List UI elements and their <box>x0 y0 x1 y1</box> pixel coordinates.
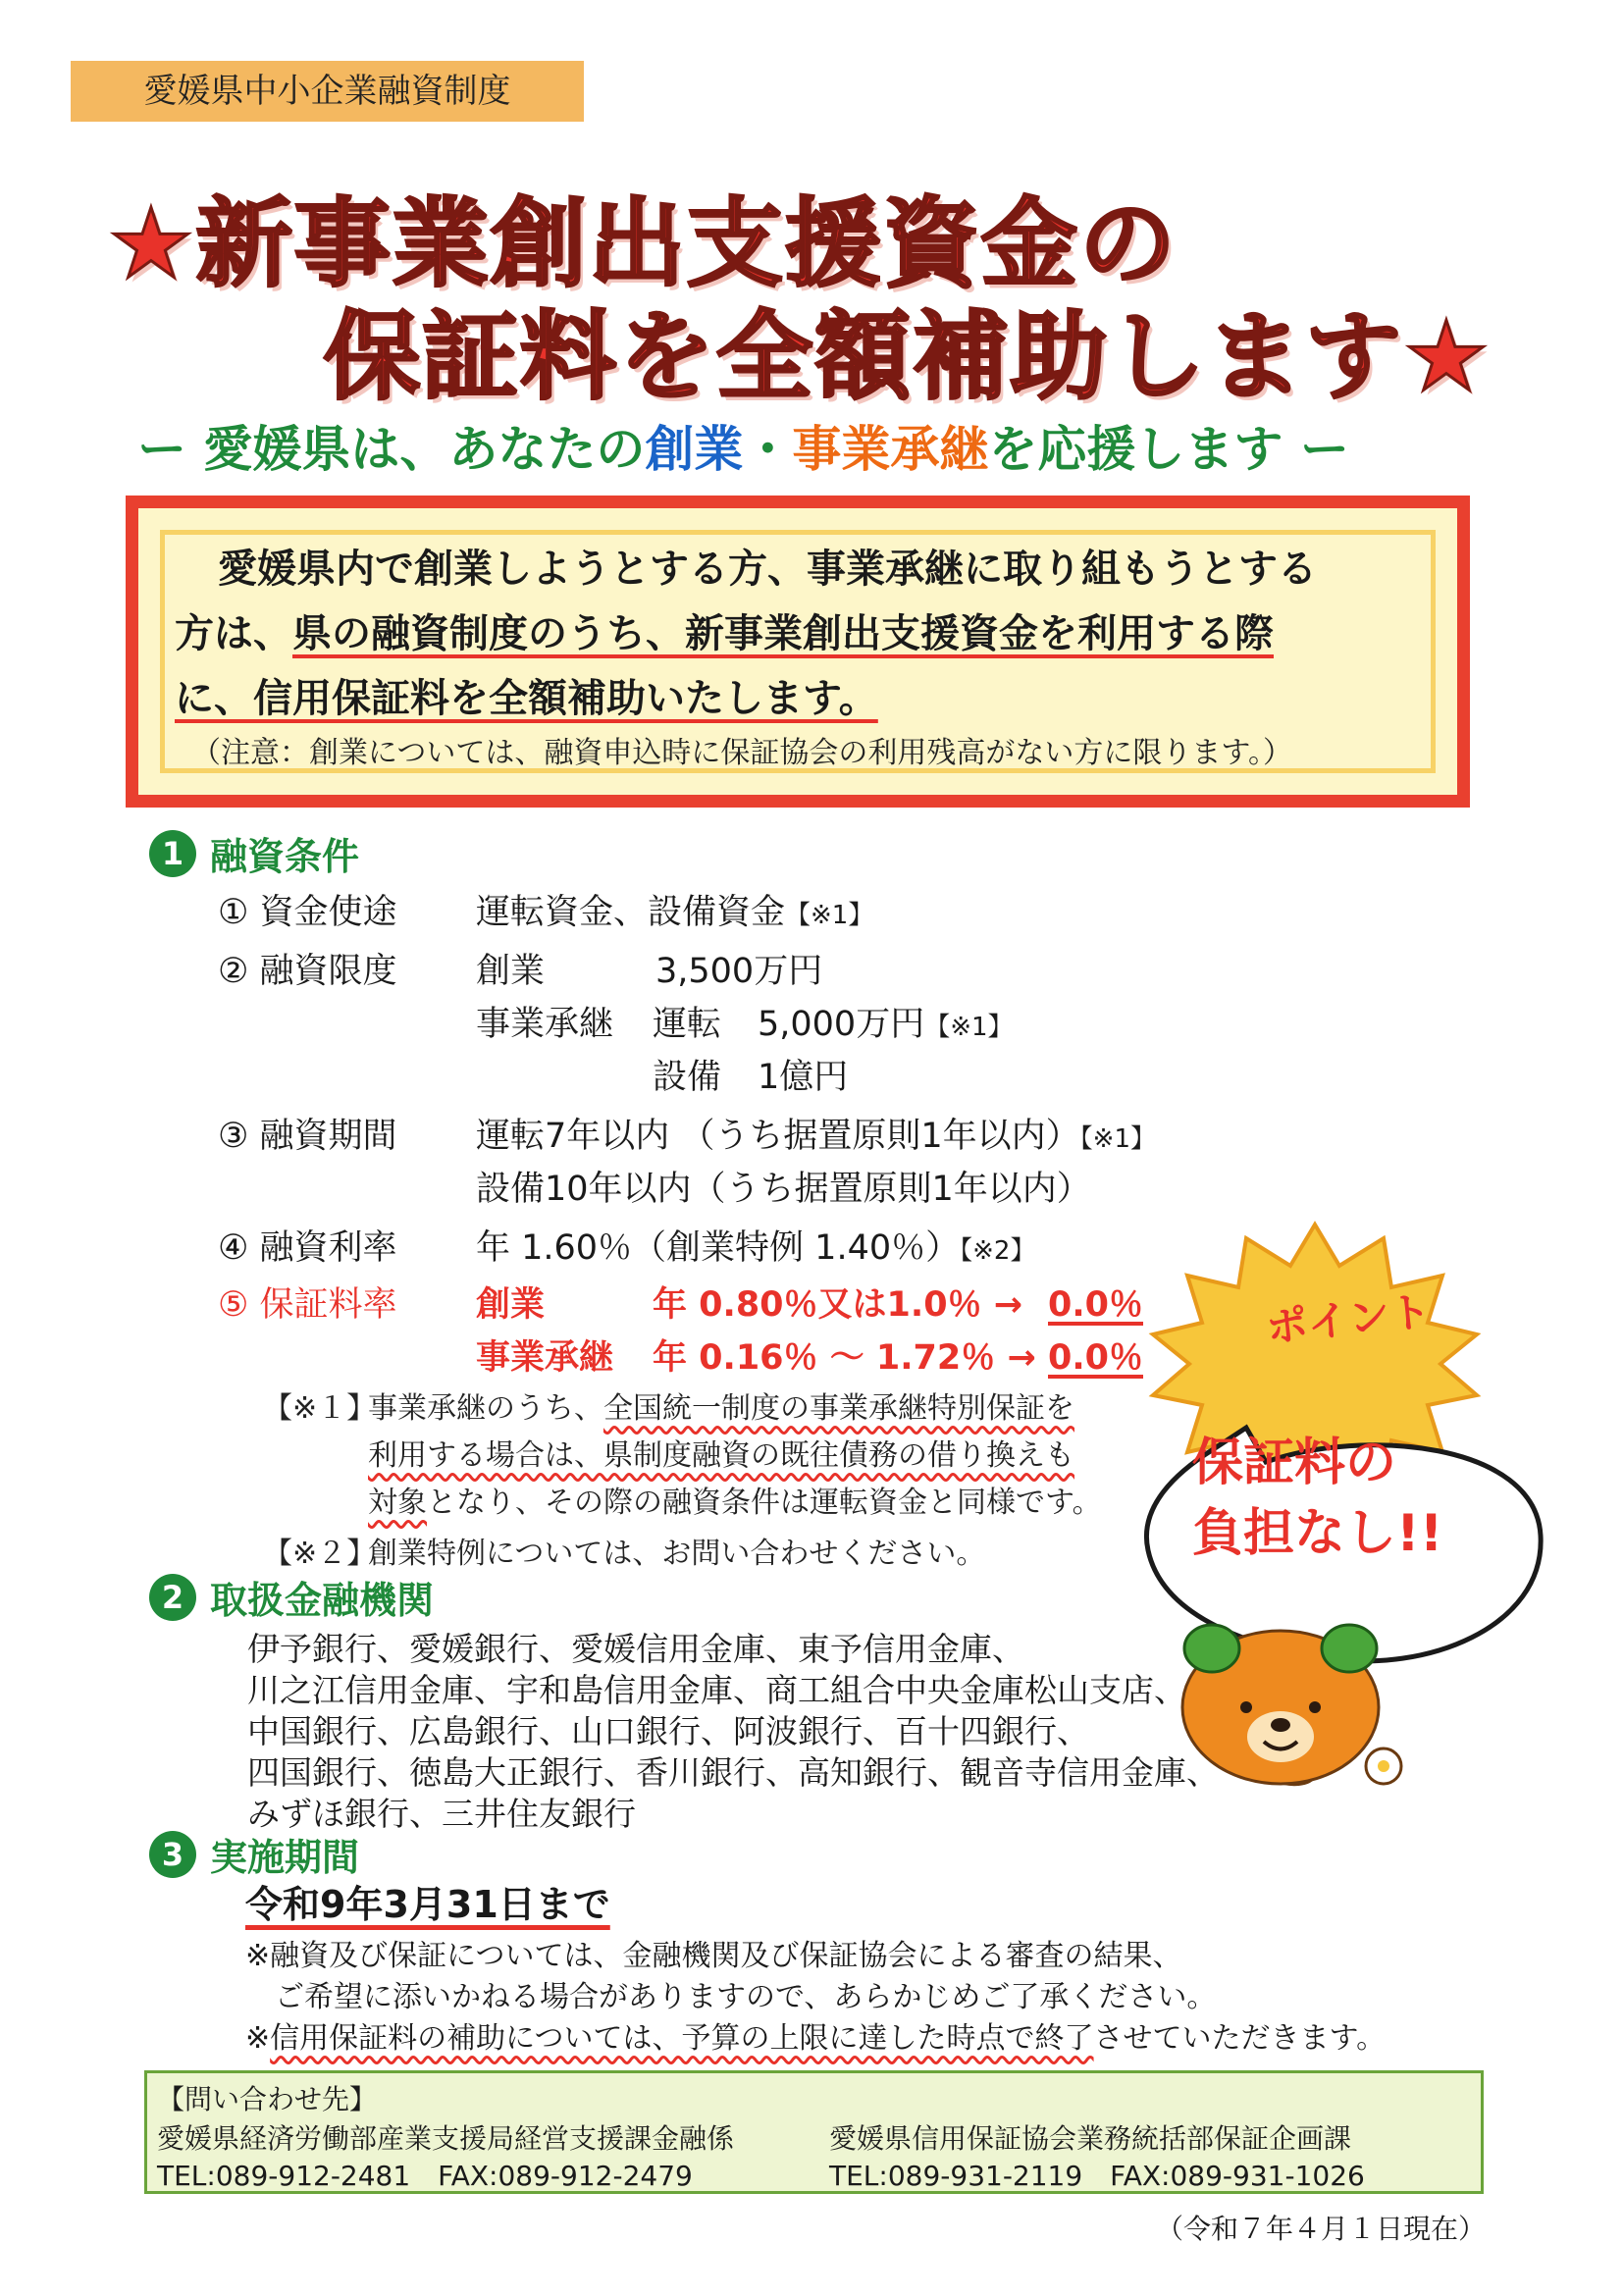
subtitle-dash-left: ー <box>137 421 186 478</box>
period-label: ③ 融資期間 <box>218 1117 397 1156</box>
rate-value <box>476 1221 1035 1270</box>
limit-succession-equip-label: 設備 <box>653 1058 722 1097</box>
intro-line-2 <box>175 602 1274 658</box>
contact-right-tel: TEL:089-931-2119 FAX:089-931-1026 <box>829 2160 1365 2192</box>
period-note-mark: 【※1】 <box>1079 1124 1156 1154</box>
subtitle-dash-right: ー <box>1299 421 1349 478</box>
fee-startup-label: 創業 <box>476 1285 546 1325</box>
title-line-2-text: 保証料を全額補助します <box>324 301 1404 413</box>
rate-label: ④ 融資利率 <box>218 1228 397 1268</box>
fee-startup-value: 年 0.80％又は1.0％ → <box>653 1285 1023 1325</box>
use-note-mark: 【※1】 <box>785 901 874 930</box>
period-line-1 <box>476 1109 1156 1158</box>
header-tag: 愛媛県中小企業融資制度 <box>71 61 584 122</box>
use-value-text: 運転資金、設備資金 <box>476 893 786 932</box>
note-1-line-3 <box>368 1478 1102 1521</box>
subtitle-suffix: を応援します <box>988 421 1283 478</box>
title-line-1: ★新事業創出支援資金の <box>108 188 1178 300</box>
callout-line-1: 保証料の <box>1192 1434 1397 1492</box>
disclaimer-line-1: ※融資及び保証については、金融機関及び保証協会による審査の結果、 <box>245 1939 1182 1973</box>
limit-note-mark: 【※1】 <box>924 1013 1014 1042</box>
fee-startup-new-value: 0.0％ <box>1048 1285 1144 1325</box>
note-2-mark: 【※２】 <box>263 1537 377 1571</box>
bank-line-1: 伊予銀行、愛媛銀行、愛媛信用金庫、東予信用金庫、 <box>247 1630 1024 1668</box>
intro-note: （注意：創業については、融資申込時に保証協会の利用残高がない方に限ります。） <box>191 736 1292 770</box>
deadline: 令和9年3月31日まで <box>245 1883 610 1926</box>
limit-succession-equip-value: 1億円 <box>758 1058 849 1097</box>
limit-label: ② 融資限度 <box>218 952 397 991</box>
section-1-title: 融資条件 <box>210 835 360 878</box>
limit-succession-label: 事業承継 <box>476 1005 614 1044</box>
bank-line-5: みずほ銀行、三井住友銀行 <box>247 1795 636 1833</box>
fee-succession-new-value: 0.0％ <box>1048 1338 1144 1378</box>
callout-point: ポイント <box>1264 1286 1434 1352</box>
section-3-heading <box>149 1827 359 1881</box>
note-2-text: 創業特例については、お問い合わせください。 <box>368 1537 986 1571</box>
fee-succession-value: 年 0.16％ ～ 1.72％ → <box>653 1338 1036 1378</box>
section-2-heading <box>149 1570 434 1624</box>
limit-succession-run-label: 運転 <box>653 1005 722 1044</box>
disclaimer-line-3-tail: させていただきます。 <box>1093 2021 1387 2056</box>
section-2-title: 取扱金融機関 <box>210 1579 435 1622</box>
subtitle <box>137 410 1349 481</box>
bank-line-3: 中国銀行、広島銀行、山口銀行、阿波銀行、百十四銀行、 <box>247 1712 1089 1750</box>
bank-line-2: 川之江信用金庫、宇和島信用金庫、商工組合中央金庫松山支店、 <box>247 1671 1186 1709</box>
rate-note-mark: 【※2】 <box>960 1236 1036 1266</box>
star-icon: ★ <box>1403 301 1492 413</box>
limit-startup-label: 創業 <box>476 952 546 991</box>
section-3-title: 実施期間 <box>210 1836 360 1879</box>
subtitle-dot: ・ <box>743 421 793 478</box>
subtitle-startup: 創業 <box>645 421 744 478</box>
period-line-1-text: 運転7年以内 （うち据置原則1年以内） <box>476 1117 1080 1156</box>
note-1-line-1-a: 事業承継のうち、 <box>368 1391 603 1426</box>
intro-line-3: に、信用保証料を全額補助いたします。 <box>175 676 878 721</box>
subtitle-prefix: 愛媛県は、あなたの <box>203 421 646 478</box>
limit-succession-run-value <box>758 997 1014 1046</box>
callout-line-2: 負担なし!! <box>1192 1504 1443 1563</box>
note-1-line-1 <box>368 1383 1074 1427</box>
fee-succession-label: 事業承継 <box>476 1338 614 1378</box>
disclaimer-line-3-highlight: 信用保証料の補助については、予算の上限に達した時点で終了 <box>270 2021 1094 2056</box>
use-value <box>476 885 873 934</box>
subtitle-succession: 事業承継 <box>792 421 989 478</box>
title-line-2 <box>324 280 1492 418</box>
disclaimer-line-3-mark: ※ <box>245 2021 271 2056</box>
section-1-number-badge: 1 <box>149 830 196 877</box>
bank-line-4: 四国銀行、徳島大正銀行、香川銀行、高知銀行、観音寺信用金庫、 <box>247 1753 1219 1792</box>
note-1-line-3-a: 対象 <box>368 1486 427 1520</box>
section-2-number-badge: 2 <box>149 1574 196 1621</box>
as-of-date: （令和７年４月１日現在） <box>1155 2213 1486 2245</box>
contact-heading: 【問い合わせ先】 <box>157 2083 378 2115</box>
use-label: ① 資金使途 <box>218 893 397 932</box>
disclaimer-line-3 <box>245 2013 1386 2057</box>
limit-succession-run-amount: 5,000万円 <box>758 1005 925 1044</box>
fee-label: ⑤ 保証料率 <box>218 1285 397 1325</box>
intro-line-1: 愛媛県内で創業しようとする方、事業承継に取り組もうとする <box>218 547 1317 592</box>
contact-right-org: 愛媛県信用保証協会業務統括部保証企画課 <box>829 2122 1352 2155</box>
note-1-line-3-b: となり、その際の融資条件は運転資金と同様です。 <box>427 1486 1102 1520</box>
section-1-heading <box>149 826 359 880</box>
disclaimer-line-2: ご希望に添いかねる場合がありますので、あらかじめご了承ください。 <box>275 1980 1217 2014</box>
contact-left-tel: TEL:089-912-2481 FAX:089-912-2479 <box>157 2160 693 2192</box>
section-3-number-badge: 3 <box>149 1831 196 1878</box>
note-1-mark: 【※１】 <box>263 1391 377 1426</box>
period-line-2: 設備10年以内（うち据置原則1年以内） <box>476 1170 1091 1209</box>
intro-line-2-highlight: 県の融資制度のうち、新事業創出支援資金を利用する際 <box>292 611 1274 656</box>
contact-left-org: 愛媛県経済労働部産業支援局経営支援課金融係 <box>157 2122 735 2155</box>
note-1-line-1-b: 全国統一制度の事業承継特別保証を <box>603 1391 1074 1426</box>
intro-line-2-prefix: 方は、 <box>175 611 292 656</box>
note-1-line-2: 利用する場合は、県制度融資の既往債務の借り換えも <box>368 1438 1074 1473</box>
rate-value-text: 年 1.60％（創業特例 1.40％） <box>476 1228 961 1268</box>
limit-startup-value: 3,500万円 <box>655 952 823 991</box>
